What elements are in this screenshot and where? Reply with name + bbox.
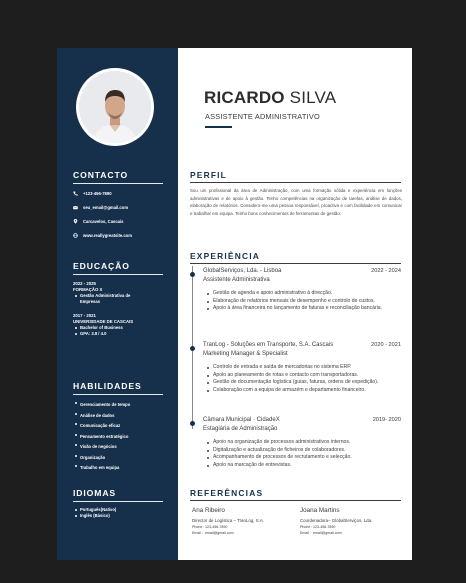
education-years: 2022 - 2025 <box>73 281 96 286</box>
reference-name: Joana Martins <box>300 507 340 514</box>
languages-list <box>73 507 163 519</box>
location-pin-icon <box>73 218 83 225</box>
job-tasks <box>206 364 402 394</box>
job-role: Assistente Administrativa <box>203 277 270 283</box>
job-company: GlobalServiços, Lda. - Lisboa <box>203 268 282 274</box>
skill-item: Pensamento estratégico <box>73 432 163 443</box>
skill-item: Análise de dados <box>73 411 163 422</box>
contact-email <box>73 202 163 212</box>
reference-email <box>192 531 292 535</box>
contact-divider <box>73 183 163 184</box>
reference-phone-label: Phone : <box>300 525 313 529</box>
reference-phone-value[interactable]: 123-456-7890 <box>205 525 228 529</box>
language-item: Português(Nativo) <box>73 507 163 513</box>
globe-icon <box>73 232 83 239</box>
education-years: 2017 - 2021 <box>73 313 96 318</box>
job-task: Apoio na marcação de entrevistas. <box>206 462 402 470</box>
profile-divider <box>190 182 401 183</box>
job-role: Estagiária de Administração <box>203 426 278 432</box>
job-task: Colaboração com a equipa de armazém e departamento financeiro. <box>206 387 402 395</box>
reference-phone-value[interactable]: 123-456-7890 <box>313 525 336 529</box>
education-details <box>73 325 163 337</box>
contact-list <box>73 188 163 240</box>
reference-phone <box>300 525 400 529</box>
education-detail: Bachelor of Business <box>73 325 163 331</box>
languages-section <box>73 488 163 519</box>
education-school: FORMAÇÃO X <box>73 287 103 292</box>
language-item: Inglês (Básico) <box>73 513 163 519</box>
profile-summary: Sou um profissional da área de Administração, com uma formação sólida e experiência em funções administrativas e de apoio à gestão. Tenho competências na organização de tarefas, análise de dados, elaboração de relatórios. Considero-me uma pessoa responsável, proactiva e com facilidade em comunicar e trabalhar em equipa. Tenho bons conhecimentos de ferramentas de gestão. <box>190 188 402 216</box>
contact-website-text[interactable]: www.reallygreatsite.com <box>83 232 132 238</box>
main-content <box>178 48 412 560</box>
reference-email <box>300 531 400 535</box>
education-section <box>73 261 163 337</box>
reference-email-value[interactable]: email@gmail.com <box>205 531 234 535</box>
references-divider <box>190 500 401 501</box>
resume-page <box>57 48 412 560</box>
job-tasks <box>206 439 402 469</box>
contact-section <box>73 170 163 240</box>
job-task: Digitalização e actualização de ficheiros de colaboradores. <box>206 447 402 455</box>
skill-item: Trabalho em equipa <box>73 463 163 474</box>
sidebar <box>57 48 178 560</box>
experience-divider <box>190 263 401 264</box>
contact-website <box>73 230 163 240</box>
skill-item: Visão de negócios <box>73 442 163 453</box>
profile-photo-frame <box>76 68 154 146</box>
job-task: Apoio à área financeira no lançamento de faturas e reconciliação bancária. <box>206 305 402 313</box>
skills-divider <box>73 394 163 395</box>
skills-list <box>73 400 163 474</box>
contact-location-text: Carcavelos, Cascais <box>83 218 124 224</box>
contact-phone-text[interactable]: +123-456-7890 <box>83 190 112 196</box>
job-task: Apoio na organização de processos administrativos internos. <box>206 439 402 447</box>
reference-entry <box>300 507 400 535</box>
job-task: Controlo de entrada e saída de mercadorias no sistema ERP. <box>206 364 402 372</box>
reference-position: Director de Logística – TranLog, S.A. <box>192 518 264 523</box>
reference-entry <box>192 507 292 535</box>
profile-photo-image <box>79 71 151 143</box>
reference-phone-label: Phone : <box>192 525 205 529</box>
education-detail: Gestão Administrativa de Empresas <box>73 293 135 305</box>
job-task: Acompanhamento de processos de recrutamento e selecção. <box>206 454 402 462</box>
job-tasks <box>206 290 402 313</box>
reference-email-label: Email : <box>192 531 203 535</box>
contact-heading: CONTACTO <box>73 170 129 180</box>
skill-item: Comunicação eficaz <box>73 421 163 432</box>
candidate-name <box>204 88 336 108</box>
profile-photo <box>79 71 151 143</box>
email-icon <box>73 204 83 211</box>
education-divider <box>73 274 163 275</box>
profile-heading: PERFIL <box>190 170 227 180</box>
education-entry <box>73 281 163 305</box>
education-details <box>73 293 135 305</box>
reference-phone <box>192 525 292 529</box>
skills-section <box>73 381 163 474</box>
last-name: SILVA <box>289 88 337 107</box>
reference-email-value[interactable]: email@gmail.com <box>313 531 342 535</box>
timeline-dot <box>190 346 195 351</box>
job-company: Câmara Municipal · CidadeX <box>203 417 280 423</box>
job-dates: 2020 - 2021 <box>371 342 401 348</box>
timeline-dot <box>190 272 195 277</box>
job-dates: 2022 - 2024 <box>371 268 401 274</box>
languages-heading: IDIOMAS <box>73 488 117 498</box>
skill-item: Gerenciamento de tempo <box>73 400 163 411</box>
reference-email-label: Email : <box>300 531 311 535</box>
education-school: UNIVERSIDADE DE CASCAIS <box>73 319 134 324</box>
contact-email-text[interactable]: seu_email@gmail.com <box>83 204 129 210</box>
phone-icon <box>73 190 83 197</box>
education-heading: EDUCAÇÃO <box>73 261 130 271</box>
timeline-dot <box>190 421 195 426</box>
job-task: Gestão de agenda e apoio administrativo à direcção. <box>206 290 402 298</box>
skill-item: Organização <box>73 453 163 464</box>
reference-position: Coordenadora– GlobalServiços, Lda. <box>300 518 373 523</box>
job-role: Marketing Manager & Specialist <box>203 351 288 357</box>
reference-name: Ana Ribeiro <box>192 507 225 514</box>
skills-heading: HABILIDADES <box>73 381 142 391</box>
education-detail: GPA: 3.8 / 4.0 <box>73 331 163 337</box>
job-dates: 2019- 2020 <box>372 417 401 423</box>
job-task: Elaboração de relatórios mensais de desempenho e controlo de custos. <box>206 298 402 306</box>
role-underline <box>205 126 232 128</box>
candidate-role: ASSISTENTE ADMINISTRATIVO <box>205 112 320 121</box>
references-heading: REFERÊNCIAS <box>190 488 264 498</box>
job-task: Gestão de documentação logística (guias, faturas, ordens de expedição). <box>206 379 402 387</box>
contact-phone <box>73 188 163 198</box>
experience-heading: EXPERIÊNCIA <box>190 251 260 261</box>
job-task: Apoio ao planeamento de rotas e contacto com transportadoras. <box>206 372 402 380</box>
contact-location <box>73 216 163 226</box>
job-company: TranLog - Soluções em Transporte, S.A. Cascais <box>203 342 334 348</box>
education-entry <box>73 313 163 337</box>
first-name: RICARDO <box>204 88 285 107</box>
languages-divider <box>73 501 163 502</box>
